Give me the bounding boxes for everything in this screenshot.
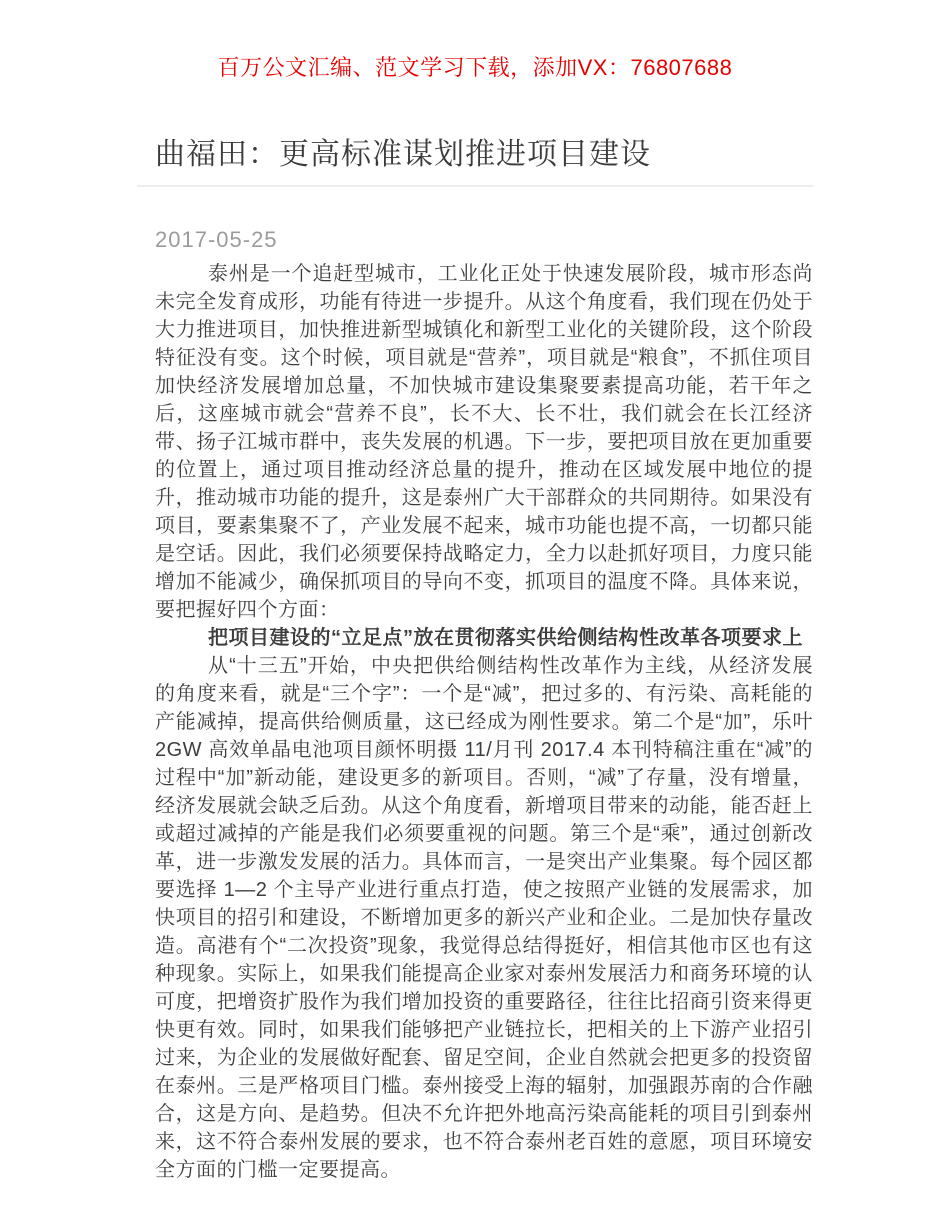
paragraph-intro: 泰州是一个追赶型城市，工业化正处于快速发展阶段，城市形态尚未完全发育成形，功能有待进一步提升。从这个角度看，我们现在仍处于大力推进项目，加快推进新型城镇化和新型工业化的关键阶段，这个阶段特征没有变。这个时候，项目就是“营养”，项目就是“粮食”，不抓住项目加快经济发展增加总量，不加快城市建设集聚要素提高功能，若干年之后，这座城市就会“营养不良”，长不大、长不壮，我们就会在长江经济带、扬子江城市群中，丧失发展的机遇。下一步，要把项目放在更加重要的位置上，通过项目推动经济总量的提升，推动在区域发展中地位的提升，推动城市功能的提升，这是泰州广大干部群众的共同期待。如果没有项目，要素集聚不了，产业发展不起来，城市功能也提不高，一切都只能是空话。因此，我们必须要保持战略定力，全力以赴抓好项目，力度只能增加不能减少，确保抓项目的导向不变，抓项目的温度不降。具体来说，要把握好四个方面： — [155, 263, 813, 621]
article-content — [155, 260, 813, 1184]
article — [137, 138, 813, 1184]
section-heading: 把项目建设的“立足点”放在贯彻落实供给侧结构性改革各项要求上 — [208, 627, 803, 649]
title-divider — [137, 185, 813, 187]
article-title: 曲福田：更高标准谋划推进项目建设 — [155, 138, 651, 171]
promo-banner: 百万公文汇编、范文学习下载，添加VX：76807688 — [217, 55, 733, 80]
article-date: 2017-05-25 — [155, 227, 278, 252]
paragraph-body: 从“十三五”开始，中央把供给侧结构性改革作为主线，从经济发展的角度来看，就是“三个字”：一个是“减”，把过多的、有污染、高耗能的产能减掉，提高供给侧质量，这已经成为刚性要求。第二个是“加”，乐叶 2GW 高效单晶电池项目颜怀明摄 11/月刊 2017.4 本刊特稿注重在“减”的过程中“加”新动能，建设更多的新项目。否则，“减”了存量，没有增量，经济发展就会缺乏后劲。从这个角度看，新增项目带来的动能，能否赶上或超过减掉的产能是我们必须要重视的问题。第三个是“乘”，通过创新改革，进一步激发发展的活力。具体而言，一是突出产业集聚。每个园区都要选择 1—2 个主导产业进行重点打造，使之按照产业链的发展需求，加快项目的招引和建设，不断增加更多的新兴产业和企业。二是加快存量改造。高港有个“二次投资”现象，我觉得总结得挺好，相信其他市区也有这种现象。实际上，如果我们能提高企业家对泰州发展活力和商务环境的认可度，把增资扩股作为我们增加投资的重要路径，往往比招商引资来得更快更有效。同时，如果我们能够把产业链拉长，把相关的上下游产业招引过来，为企业的发展做好配套、留足空间，企业自然就会把更多的投资留在泰州。三是严格项目门槛。泰州接受上海的辐射，加强跟苏南的合作融合，这是方向、是趋势。但决不允许把外地高污染高能耗的项目引到泰州来，这不符合泰州发展的要求，也不符合泰州老百姓的意愿，项目环境安全方面的门槛一定要提高。 — [155, 655, 813, 1181]
